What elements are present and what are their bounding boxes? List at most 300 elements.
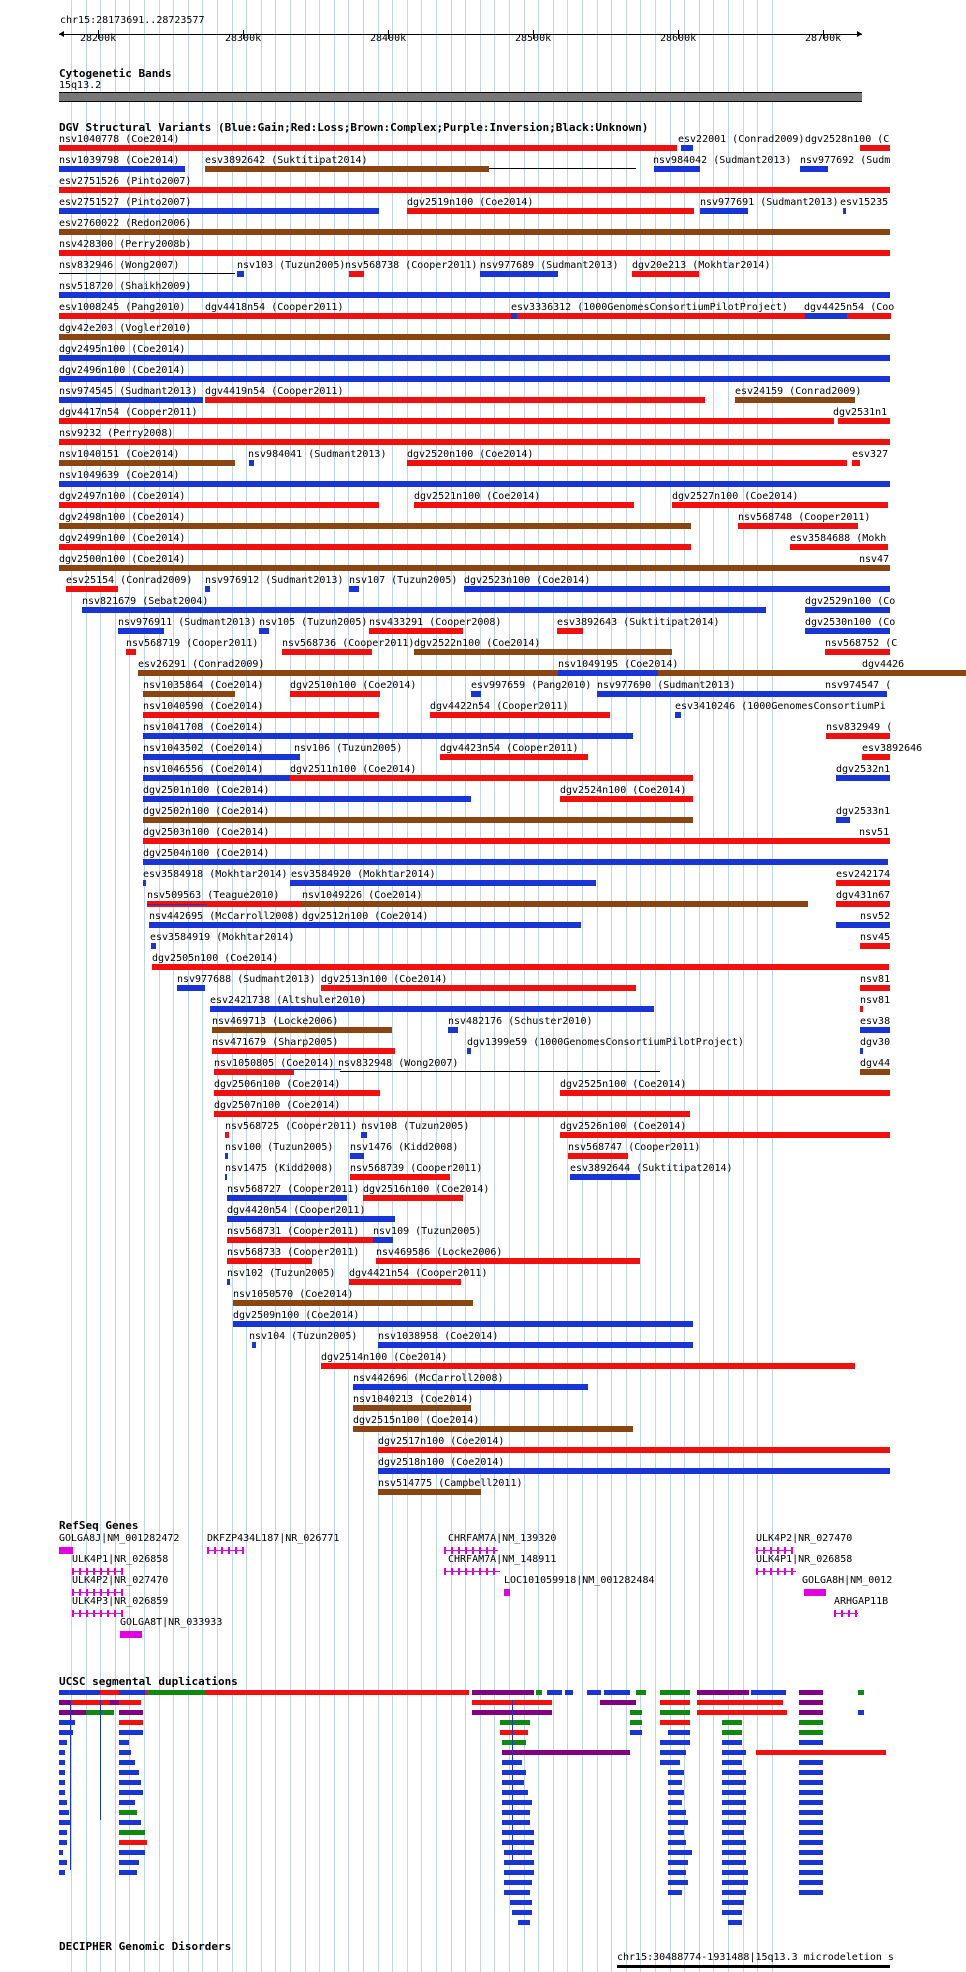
variant-label[interactable]: dgv44 [860,1058,891,1069]
variant-label[interactable]: nsv1035864 (Coe2014) [143,680,264,691]
segdup-block[interactable] [502,1780,524,1785]
segdup-block[interactable] [119,1710,143,1715]
variant-label[interactable]: nsv1050805 (Coe2014) [214,1058,335,1069]
variant-bar-complex[interactable] [205,166,489,172]
segdup-block[interactable] [660,1740,690,1745]
segdup-block[interactable] [799,1720,823,1725]
refseq-track-title[interactable]: RefSeq Genes [59,1519,139,1532]
decipher-feature-bar[interactable] [617,1965,890,1968]
segdup-block[interactable] [512,1910,532,1915]
variant-label[interactable]: dgv2506n100 (Coe2014) [214,1079,341,1090]
gene-label[interactable]: ULK4P2|NR_027470 [756,1533,853,1544]
segdup-block[interactable] [799,1730,823,1735]
variant-label[interactable]: esv3892646 [862,743,923,754]
gene-label[interactable]: CHRFAM7A|NM_139320 [448,1533,557,1544]
variant-label[interactable]: nsv81 [860,974,891,985]
variant-label[interactable]: nsv109 (Tuzun2005) [373,1226,482,1237]
variant-bar-gain[interactable] [249,460,254,466]
variant-bar-gain[interactable] [800,166,828,172]
variant-label[interactable]: nsv977692 (Sudm [800,155,891,166]
cytoband-track-title[interactable]: Cytogenetic Bands [59,67,172,80]
variant-bar-complex[interactable] [233,1300,473,1306]
variant-bar-gain[interactable] [59,208,379,214]
variant-bar-loss[interactable] [560,796,693,802]
variant-label[interactable]: nsv974547 ( [825,680,892,691]
variant-bar-loss[interactable] [852,460,860,466]
variant-bar-loss[interactable] [126,649,136,655]
variant-bar-gain[interactable] [467,1048,471,1054]
variant-label[interactable]: nsv977689 (Sudmant2013) [480,260,619,271]
variant-bar-complex[interactable] [862,670,890,676]
variant-label[interactable]: nsv469713 (Locke2006) [212,1016,339,1027]
variant-label[interactable]: dgv4420n54 (Cooper2011) [227,1205,366,1216]
variant-label[interactable]: dgv2507n100 (Coe2014) [214,1100,341,1111]
variant-bar-gain[interactable] [464,586,890,592]
variant-label[interactable]: dgv30 [860,1037,891,1048]
segdup-block[interactable] [147,1690,205,1695]
variant-bar-gain[interactable] [225,1153,228,1159]
variant-label[interactable]: dgv2503n100 (Coe2014) [143,827,270,838]
variant-bar-gain[interactable] [59,166,185,172]
variant-label[interactable]: nsv1049226 (Coe2014) [302,890,423,901]
variant-bar-loss[interactable] [59,544,691,550]
variant-label[interactable]: dgv2505n100 (Coe2014) [152,953,279,964]
variant-bar-loss[interactable] [672,502,888,508]
segdup-block[interactable] [119,1690,145,1695]
variant-label[interactable]: nsv105 (Tuzun2005) [259,617,368,628]
segdup-block[interactable] [119,1850,145,1855]
variant-bar-gain[interactable] [227,1195,347,1201]
variant-bar-loss[interactable] [560,1132,890,1138]
variant-bar-loss[interactable] [440,754,588,760]
variant-label[interactable]: nsv1475 (Kidd2008) [225,1163,334,1174]
segdup-block[interactable] [799,1860,823,1865]
variant-bar-loss[interactable] [59,313,891,319]
segdup-block[interactable] [799,1820,823,1825]
variant-label[interactable]: esv3892644 (Suktitipat2014) [570,1163,733,1174]
variant-bar-loss[interactable] [212,1048,395,1054]
variant-label[interactable]: nsv442695 (McCarroll2008) [149,911,300,922]
variant-bar-gain[interactable] [143,775,299,781]
variant-bar-loss[interactable] [350,1174,450,1180]
variant-label[interactable]: nsv821679 (Sebat2004) [82,596,209,607]
variant-label[interactable]: nsv1039798 (Coe2014) [59,155,180,166]
segdup-block[interactable] [668,1880,688,1885]
variant-bar-loss[interactable] [568,1153,628,1159]
segdup-block[interactable] [59,1810,69,1815]
variant-bar-unknown[interactable] [340,1071,660,1072]
variant-bar-loss[interactable] [227,1237,391,1243]
variant-label[interactable]: nsv107 (Tuzun2005) [349,575,458,586]
variant-label[interactable]: nsv984041 (Sudmant2013) [248,449,387,460]
segdup-block[interactable] [697,1710,787,1715]
variant-label[interactable]: esv3410246 (1000GenomesConsortiumPi [675,701,886,712]
variant-label[interactable]: dgv2527n100 (Coe2014) [672,491,799,502]
variant-bar-gain[interactable] [448,1027,458,1033]
variant-bar-complex[interactable] [143,817,693,823]
variant-label[interactable]: nsv568739 (Cooper2011) [350,1163,483,1174]
decipher-feature-label[interactable]: chr15:30488774-1931488|15q13.3 microdeletion s [617,1952,894,1963]
variant-label[interactable]: dgv4422n54 (Cooper2011) [430,701,569,712]
variant-bar-complex[interactable] [59,565,890,571]
variant-bar-gain[interactable] [149,922,581,928]
variant-label[interactable]: nsv9232 (Perry2008) [59,428,174,439]
variant-label[interactable]: nsv1043502 (Coe2014) [143,743,264,754]
segdup-block[interactable] [59,1850,63,1855]
segdup-block[interactable] [722,1860,746,1865]
segdup-block[interactable] [119,1720,143,1725]
variant-label[interactable]: nsv509563 (Teague2010) [147,890,280,901]
variant-bar-loss[interactable] [860,145,890,151]
variant-label[interactable]: nsv568747 (Cooper2011) [568,1142,701,1153]
variant-label[interactable]: esv997659 (Pang2010) [471,680,592,691]
variant-label[interactable]: dgv2513n100 (Coe2014) [321,974,448,985]
segdup-block[interactable] [722,1820,746,1825]
variant-label[interactable]: dgv4425n54 (Coo [804,302,895,313]
segdup-block[interactable] [799,1770,823,1775]
variant-bar-gain[interactable] [210,1006,654,1012]
segdup-block[interactable] [59,1750,65,1755]
variant-bar-loss[interactable] [860,1006,863,1012]
variant-label[interactable]: dgv2502n100 (Coe2014) [143,806,270,817]
variant-label[interactable]: esv3584919 (Mokhtar2014) [150,932,295,943]
variant-label[interactable]: nsv976912 (Sudmant2013) [205,575,344,586]
segdup-block[interactable] [722,1870,748,1875]
segdup-block[interactable] [799,1740,823,1745]
segdup-block[interactable] [799,1780,823,1785]
segdup-block[interactable] [630,1720,642,1725]
variant-label[interactable]: dgv2519n100 (Coe2014) [407,197,534,208]
segdup-block[interactable] [119,1760,135,1765]
variant-bar-gain[interactable] [353,1384,588,1390]
variant-label[interactable]: nsv108 (Tuzun2005) [361,1121,470,1132]
segdup-block[interactable] [504,1860,534,1865]
variant-bar-gain[interactable] [836,775,890,781]
segdup-block[interactable] [751,1690,786,1695]
variant-bar-complex[interactable] [353,1405,471,1411]
variant-bar-gain[interactable] [836,922,890,928]
variant-label[interactable]: esv2421738 (Altshuler2010) [210,995,367,1006]
variant-label[interactable]: nsv47 [859,554,890,565]
segdup-block[interactable] [547,1690,562,1695]
segdup-block[interactable] [502,1820,530,1825]
segdup-block[interactable] [587,1690,601,1695]
variant-bar-gain[interactable] [558,670,658,676]
segdup-block[interactable] [722,1890,746,1895]
gene-model-intron[interactable] [207,1550,243,1551]
variant-bar-gain[interactable] [143,880,146,886]
segdup-block[interactable] [504,1890,530,1895]
variant-bar-complex[interactable] [59,334,890,340]
variant-bar-gain[interactable] [252,1342,256,1348]
variant-label[interactable]: dgv2525n100 (Coe2014) [560,1079,687,1090]
variant-label[interactable]: esv38 [860,1016,891,1027]
variant-bar-gain[interactable] [480,271,558,277]
gene-label[interactable]: GOLGA8H|NM_0012 [802,1575,893,1586]
variant-label[interactable]: nsv1038958 (Coe2014) [378,1331,499,1342]
variant-label[interactable]: nsv832946 (Wong2007) [59,260,180,271]
variant-bar-gain[interactable] [805,607,890,613]
variant-label[interactable]: nsv51 [859,827,890,838]
variant-label[interactable]: nsv1046556 (Coe2014) [143,764,264,775]
variant-label[interactable]: esv3892643 (Suktitipat2014) [557,617,720,628]
variant-label[interactable]: esv3584688 (Mokh [790,533,887,544]
variant-bar-loss[interactable] [143,838,888,844]
segdup-block[interactable] [510,1900,532,1905]
segdup-block[interactable] [722,1850,746,1855]
variant-bar-gain[interactable] [82,607,766,613]
variant-label[interactable]: dgv4421n54 (Cooper2011) [349,1268,488,1279]
dgv-track-title[interactable]: DGV Structural Variants (Blue:Gain;Red:Loss;Brown:Complex;Purple:Inversion;Black:Unknown) [59,121,649,134]
segdup-block[interactable] [119,1860,139,1865]
variant-bar-gain[interactable] [143,796,471,802]
segdup-block[interactable] [504,1870,534,1875]
segdup-block[interactable] [59,1870,65,1875]
variant-bar-complex[interactable] [302,901,808,907]
gene-model-intron[interactable] [756,1571,796,1572]
segdup-block[interactable] [799,1850,823,1855]
segdup-block[interactable] [119,1790,143,1795]
segdup-block[interactable] [502,1770,526,1775]
segdup-block[interactable] [722,1780,746,1785]
variant-label[interactable]: esv3584920 (Mokhtar2014) [291,869,436,880]
segdup-block[interactable] [660,1720,690,1725]
segdup-block[interactable] [722,1910,742,1915]
segdup-block[interactable] [722,1810,746,1815]
variant-bar-loss[interactable] [836,838,890,844]
variant-bar-complex[interactable] [212,1027,392,1033]
variant-label[interactable]: nsv1041708 (Coe2014) [143,722,264,733]
variant-bar-loss[interactable] [790,544,888,550]
variant-label[interactable]: esv25154 (Conrad2009) [66,575,193,586]
variant-label[interactable]: nsv568731 (Cooper2011) [227,1226,360,1237]
variant-label[interactable]: nsv1040778 (Coe2014) [59,134,180,145]
variant-bar-gain[interactable] [511,313,517,319]
segdup-block[interactable] [722,1800,746,1805]
variant-bar-gain[interactable] [570,1174,640,1180]
variant-bar-loss[interactable] [214,1111,690,1117]
segdup-block[interactable] [604,1690,630,1695]
variant-bar-complex[interactable] [353,1426,633,1432]
segdup-block[interactable] [70,1700,110,1705]
segdup-block[interactable] [59,1860,67,1865]
variant-bar-loss[interactable] [738,523,858,529]
variant-label[interactable]: esv3892642 (Suktitipat2014) [205,155,368,166]
segdup-block[interactable] [119,1780,141,1785]
variant-label[interactable]: dgv4419n54 (Cooper2011) [205,386,344,397]
segdup-block[interactable] [660,1700,690,1705]
variant-label[interactable]: dgv2530n100 (Co [805,617,896,628]
gene-model-intron[interactable] [756,1550,792,1551]
segdup-block[interactable] [630,1730,642,1735]
segdup-block[interactable] [59,1840,67,1845]
segdup-block[interactable] [799,1880,823,1885]
variant-label[interactable]: dgv2518n100 (Coe2014) [378,1457,505,1468]
segdup-block[interactable] [668,1890,682,1895]
variant-label[interactable]: dgv4418n54 (Cooper2011) [205,302,344,313]
segdup-block[interactable] [722,1740,742,1745]
variant-label[interactable]: nsv568719 (Cooper2011) [126,638,259,649]
segdup-block[interactable] [660,1710,690,1715]
variant-bar-loss[interactable] [414,502,634,508]
variant-label[interactable]: nsv568727 (Cooper2011) [227,1184,360,1195]
variant-bar-gain[interactable] [597,691,887,697]
variant-label[interactable]: nsv1049195 (Coe2014) [558,659,679,670]
variant-label[interactable]: dgv2495n100 (Coe2014) [59,344,186,355]
gene-label[interactable]: CHRFAM7A|NM_148911 [448,1554,557,1565]
segdup-block[interactable] [668,1820,688,1825]
variant-bar-unknown[interactable] [59,273,235,274]
variant-label[interactable]: nsv1049639 (Coe2014) [59,470,180,481]
segdup-block[interactable] [722,1730,742,1735]
variant-label[interactable]: dgv2497n100 (Coe2014) [59,491,186,502]
segdup-block[interactable] [119,1830,145,1835]
variant-label[interactable]: nsv103 (Tuzun2005) [237,260,346,271]
segdup-block[interactable] [59,1740,67,1745]
segdup-block[interactable] [502,1740,526,1745]
variant-bar-complex[interactable] [414,649,672,655]
segdup-block[interactable] [500,1730,528,1735]
variant-bar-loss[interactable] [59,439,890,445]
variant-bar-loss[interactable] [836,901,890,907]
variant-label[interactable]: dgv2498n100 (Coe2014) [59,512,186,523]
segdup-block[interactable] [70,1690,100,1695]
segdup-block[interactable] [119,1730,143,1735]
variant-label[interactable]: dgv4423n54 (Cooper2011) [440,743,579,754]
segdup-block[interactable] [119,1820,141,1825]
variant-label[interactable]: dgv20e213 (Mokhtar2014) [632,260,771,271]
variant-label[interactable]: dgv2515n100 (Coe2014) [353,1415,480,1426]
variant-bar-loss[interactable] [632,271,699,277]
variant-bar-gain[interactable] [700,208,748,214]
variant-bar-loss[interactable] [290,691,380,697]
variant-bar-gain[interactable] [227,1279,230,1285]
variant-bar-gain[interactable] [860,1048,863,1054]
variant-bar-gain[interactable] [378,1468,890,1474]
segdup-block[interactable] [59,1760,65,1765]
variant-bar-loss[interactable] [349,1279,461,1285]
variant-bar-gain[interactable] [294,754,300,760]
segdup-block[interactable] [668,1730,690,1735]
variant-label[interactable]: dgv2523n100 (Coe2014) [464,575,591,586]
gene-label[interactable]: ULK4P2|NR_027470 [72,1575,169,1586]
segdup-block[interactable] [697,1700,783,1705]
segdup-block[interactable] [799,1810,823,1815]
variant-label[interactable]: dgv2514n100 (Coe2014) [321,1352,448,1363]
segdup-block[interactable] [119,1800,135,1805]
variant-label[interactable]: dgv2524n100 (Coe2014) [560,785,687,796]
segdup-block[interactable] [119,1840,147,1845]
variant-label[interactable]: nsv482176 (Schuster2010) [448,1016,593,1027]
variant-label[interactable]: nsv45 [860,932,891,943]
variant-label[interactable]: esv15235 [840,197,889,208]
variant-bar-gain[interactable] [290,880,596,886]
variant-label[interactable]: dgv1399e59 (1000GenomesConsortiumPilotProject) [467,1037,744,1048]
variant-bar-gain[interactable] [675,712,681,718]
variant-bar-loss[interactable] [860,985,890,991]
segdup-block[interactable] [668,1830,684,1835]
segdup-track-title[interactable]: UCSC segmental duplications [59,1675,238,1688]
variant-label[interactable]: nsv471679 (Sharp2005) [212,1037,339,1048]
variant-label[interactable]: dgv2531n1 [833,407,888,418]
segdup-block[interactable] [504,1880,532,1885]
segdup-block[interactable] [59,1800,67,1805]
variant-bar-loss[interactable] [557,628,583,634]
segdup-block[interactable] [502,1750,630,1755]
variant-bar-gain[interactable] [378,1342,693,1348]
variant-bar-complex[interactable] [143,691,235,697]
variant-label[interactable]: nsv428300 (Perry2008b) [59,239,192,250]
variant-bar-loss[interactable] [378,1447,890,1453]
variant-label[interactable]: nsv977690 (Sudmant2013) [597,680,736,691]
gene-model[interactable] [804,1589,826,1596]
gene-label[interactable]: GOLGA8T|NR_033933 [120,1617,223,1628]
variant-bar-loss[interactable] [349,271,364,277]
variant-label[interactable]: nsv100 (Tuzun2005) [225,1142,334,1153]
variant-bar-gain[interactable] [373,1237,393,1243]
segdup-block[interactable] [668,1790,684,1795]
variant-bar-gain[interactable] [237,271,244,277]
variant-label[interactable]: esv2760022 (Redon2006) [59,218,192,229]
variant-bar-loss[interactable] [214,1090,380,1096]
variant-bar-gain[interactable] [259,628,269,634]
variant-label[interactable]: nsv976911 (Sudmant2013) [118,617,257,628]
gene-label[interactable]: ULK4P1|NR_026858 [72,1554,169,1565]
segdup-block[interactable] [636,1690,646,1695]
variant-bar-loss[interactable] [59,250,890,256]
variant-bar-complex[interactable] [59,229,890,235]
segdup-block[interactable] [668,1800,682,1805]
variant-bar-gain[interactable] [860,1027,890,1033]
variant-bar-complex[interactable] [378,1489,481,1495]
variant-bar-loss[interactable] [836,880,890,886]
segdup-block[interactable] [119,1810,137,1815]
variant-bar-gain[interactable] [177,985,205,991]
variant-label[interactable]: dgv2511n100 (Coe2014) [290,764,417,775]
segdup-block[interactable] [59,1720,75,1725]
variant-label[interactable]: dgv2510n100 (Coe2014) [290,680,417,691]
variant-bar-loss[interactable] [282,649,372,655]
segdup-block[interactable] [722,1760,742,1765]
variant-label[interactable]: nsv102 (Tuzun2005) [227,1268,336,1279]
segdup-block[interactable] [472,1690,534,1695]
segdup-block[interactable] [668,1860,688,1865]
variant-label[interactable]: dgv2532n1 [836,764,891,775]
variant-label[interactable]: esv327 [852,449,889,460]
variant-bar-loss[interactable] [152,964,889,970]
variant-label[interactable]: dgv2501n100 (Coe2014) [143,785,270,796]
variant-label[interactable]: nsv832948 (Wong2007) [338,1058,459,1069]
segdup-block[interactable] [799,1890,823,1895]
segdup-block[interactable] [722,1720,742,1725]
segdup-block[interactable] [668,1770,684,1775]
variant-bar-gain[interactable] [225,1174,227,1180]
segdup-block[interactable] [502,1800,532,1805]
variant-label[interactable]: dgv4417n54 (Cooper2011) [59,407,198,418]
variant-label[interactable]: nsv106 (Tuzun2005) [294,743,403,754]
variant-bar-gain[interactable] [205,586,210,592]
variant-label[interactable]: nsv104 (Tuzun2005) [249,1331,358,1342]
variant-bar-gain[interactable] [681,145,693,151]
variant-label[interactable]: esv26291 (Conrad2009) [138,659,265,670]
variant-bar-complex[interactable] [138,670,966,676]
variant-bar-gain[interactable] [59,397,203,403]
variant-bar-loss[interactable] [826,733,890,739]
segdup-block[interactable] [722,1830,744,1835]
variant-label[interactable]: dgv2520n100 (Coe2014) [407,449,534,460]
segdup-block[interactable] [600,1700,636,1705]
variant-label[interactable]: nsv52 [860,911,891,922]
